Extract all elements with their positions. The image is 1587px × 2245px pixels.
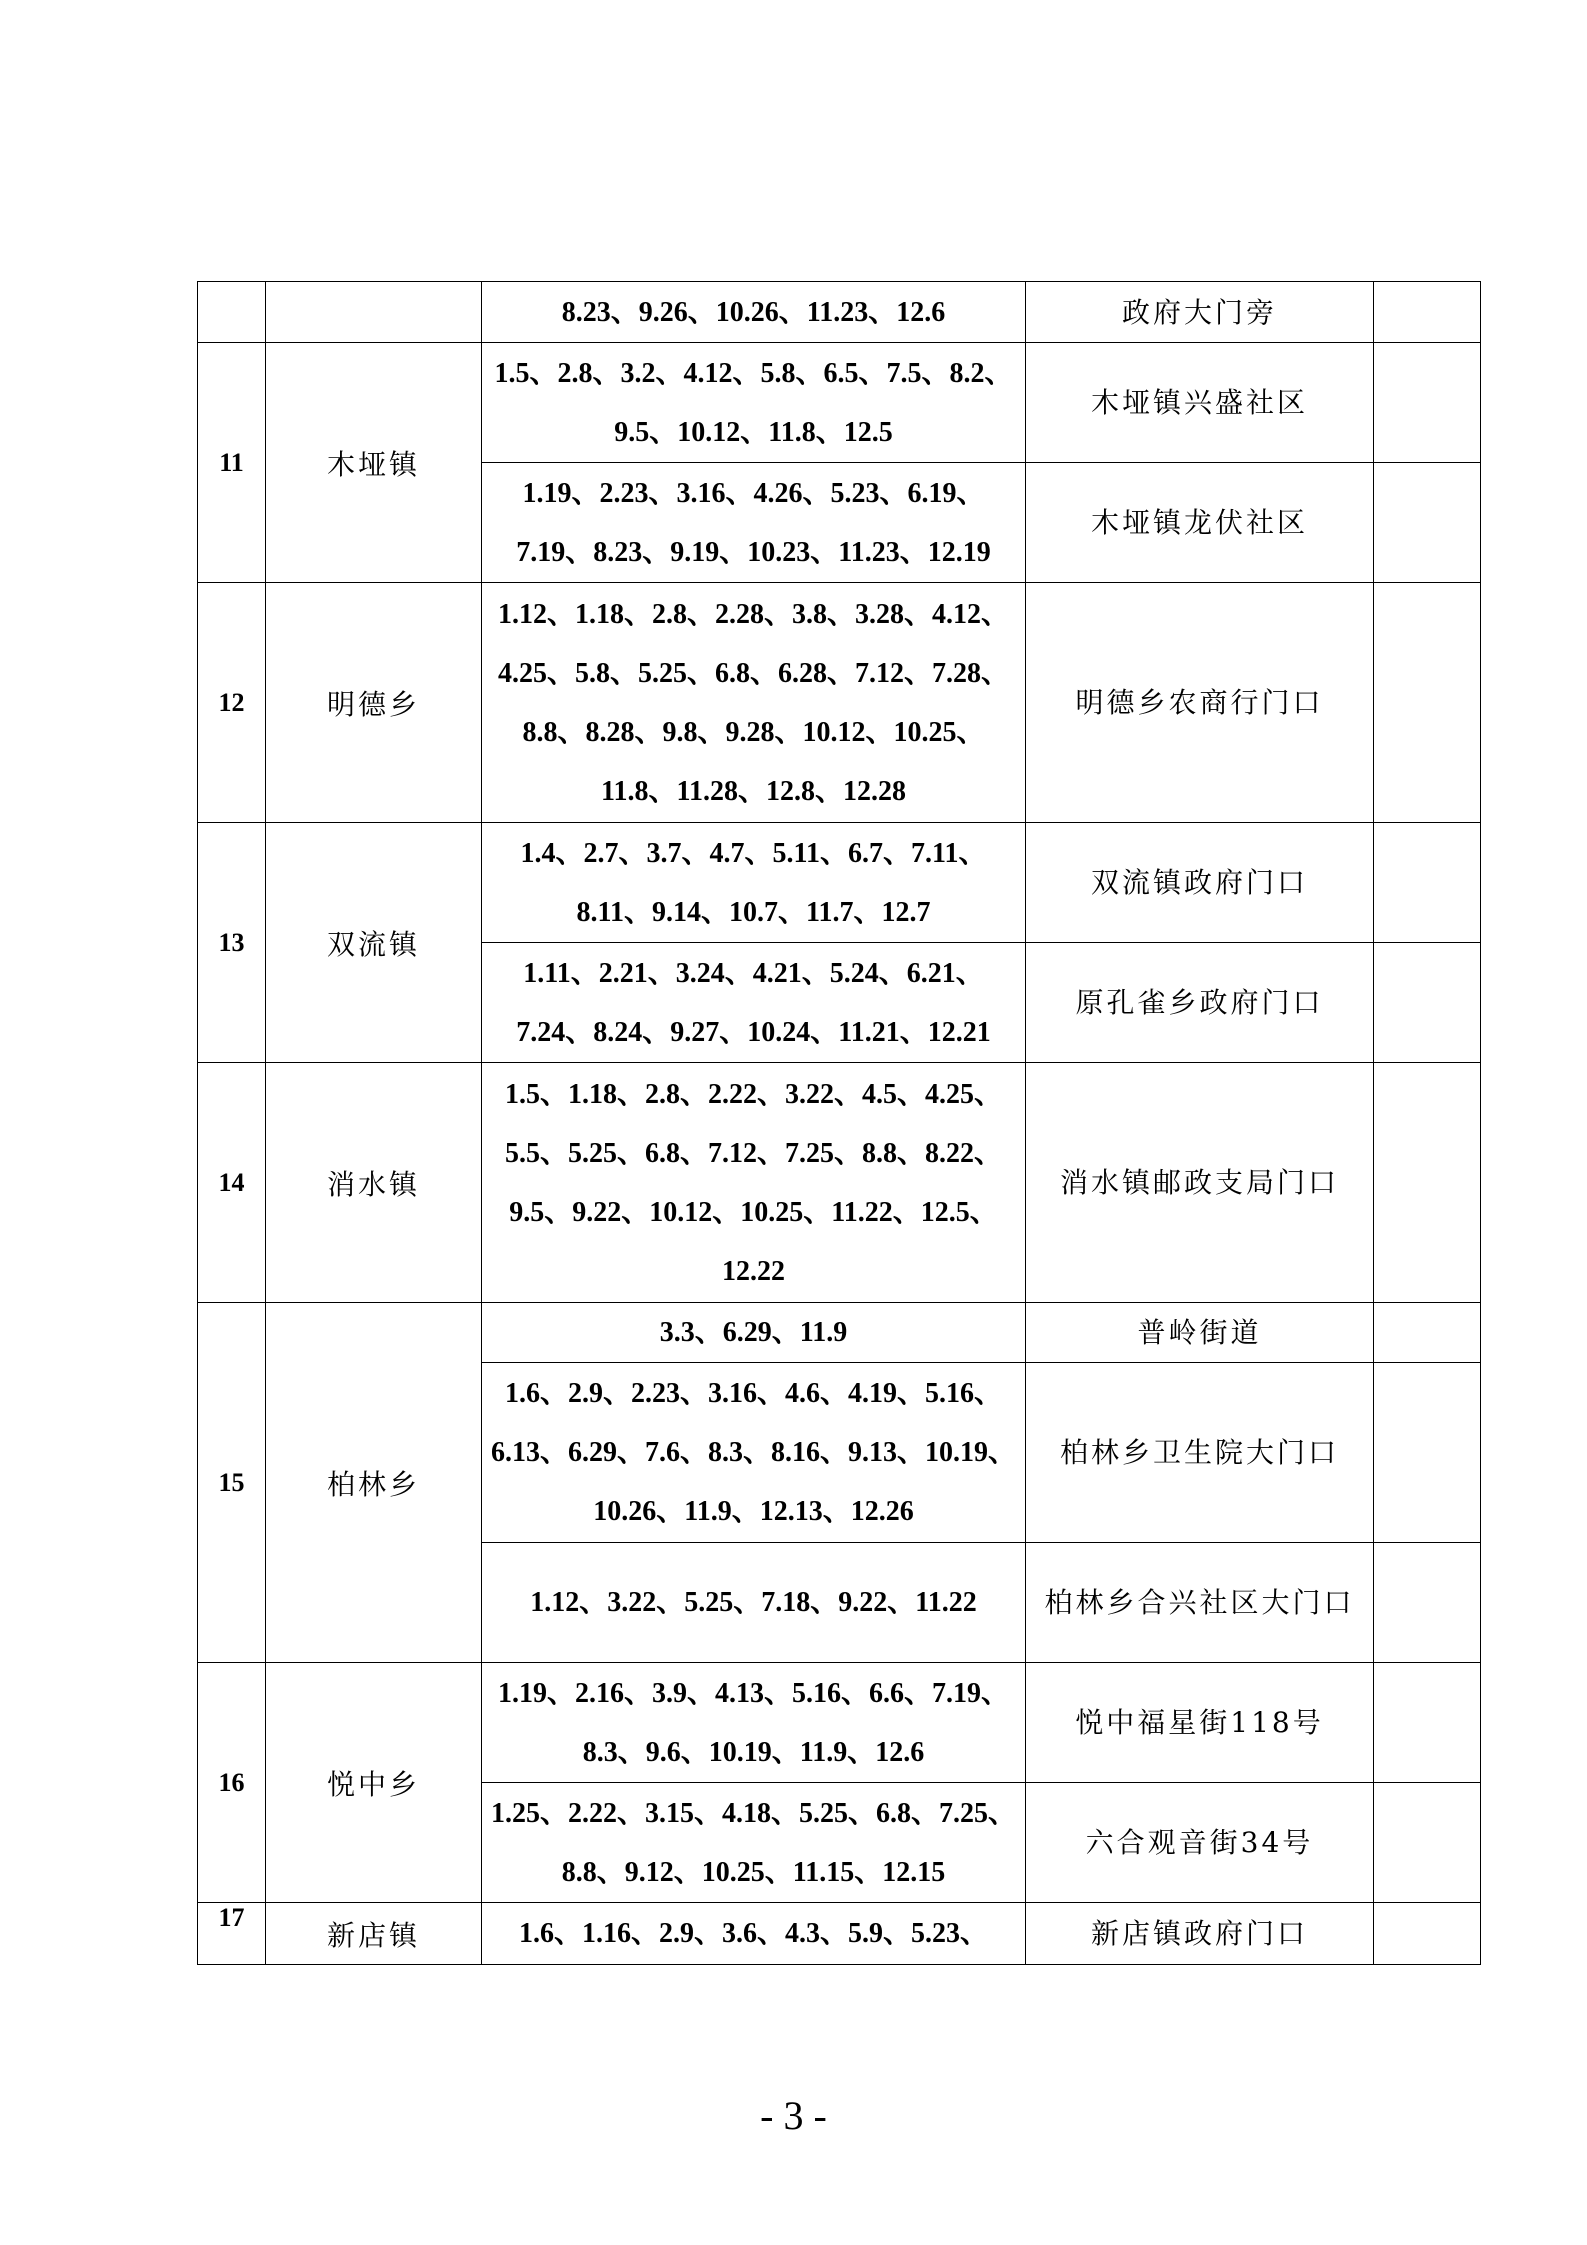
remarks-cell: [1374, 1063, 1481, 1303]
row-number: [198, 282, 266, 343]
service-dates: 8.23、9.26、10.26、11.23、12.6: [482, 282, 1026, 343]
remarks-cell: [1374, 343, 1481, 463]
service-dates: 1.4、2.7、3.7、4.7、5.11、6.7、7.11、8.11、9.14、10.7、11.7、12.7: [482, 823, 1026, 943]
service-location: 六合观音街34号: [1026, 1783, 1374, 1903]
service-dates: 1.6、2.9、2.23、3.16、4.6、4.19、5.16、6.13、6.29、7.6、8.3、8.16、9.13、10.19、10.26、11.9、12.13、12.26: [482, 1363, 1026, 1543]
table-row: [198, 1063, 1481, 1303]
service-location: 木垭镇兴盛社区: [1026, 343, 1374, 463]
service-dates: 1.25、2.22、3.15、4.18、5.25、6.8、7.25、8.8、9.12、10.25、11.15、12.15: [482, 1783, 1026, 1903]
table-row: [198, 282, 1481, 343]
service-location: 木垭镇龙伏社区: [1026, 463, 1374, 583]
table-row: [198, 1303, 1481, 1363]
remarks-cell: [1374, 823, 1481, 943]
service-location: 原孔雀乡政府门口: [1026, 943, 1374, 1063]
remarks-cell: [1374, 1363, 1481, 1543]
remarks-cell: [1374, 1663, 1481, 1783]
town-name: 柏林乡: [266, 1303, 482, 1663]
remarks-cell: [1374, 1543, 1481, 1663]
service-dates: 1.6、1.16、2.9、3.6、4.3、5.9、5.23、: [482, 1903, 1026, 1965]
service-location: 双流镇政府门口: [1026, 823, 1374, 943]
service-dates: 1.19、2.16、3.9、4.13、5.16、6.6、7.19、8.3、9.6、10.19、11.9、12.6: [482, 1663, 1026, 1783]
schedule-table-body: [198, 282, 1481, 1965]
row-number: 15: [198, 1303, 266, 1663]
table-row: [198, 343, 1481, 463]
town-name: 新店镇: [266, 1903, 482, 1965]
page-number: - 3 -: [760, 2093, 827, 2138]
table-row: [198, 1903, 1481, 1965]
table-row: [198, 583, 1481, 823]
remarks-cell: [1374, 282, 1481, 343]
service-location: 柏林乡卫生院大门口: [1026, 1363, 1374, 1543]
table-row: [198, 823, 1481, 943]
remarks-cell: [1374, 583, 1481, 823]
remarks-cell: [1374, 463, 1481, 583]
row-number: 17: [198, 1903, 266, 1965]
town-name: 明德乡: [266, 583, 482, 823]
row-number: 16: [198, 1663, 266, 1903]
service-dates: 3.3、6.29、11.9: [482, 1303, 1026, 1363]
row-number: 12: [198, 583, 266, 823]
service-location: 新店镇政府门口: [1026, 1903, 1374, 1965]
service-location: 政府大门旁: [1026, 282, 1374, 343]
town-name: 木垭镇: [266, 343, 482, 583]
town-name: 悦中乡: [266, 1663, 482, 1903]
remarks-cell: [1374, 943, 1481, 1063]
service-dates: 1.12、1.18、2.8、2.28、3.8、3.28、4.12、4.25、5.8、5.25、6.8、6.28、7.12、7.28、8.8、8.28、9.8、9.28、10.12、10.25、11.8、11.28、12.8、12.28: [482, 583, 1026, 823]
row-number: 13: [198, 823, 266, 1063]
service-dates: 1.5、1.18、2.8、2.22、3.22、4.5、4.25、5.5、5.25、6.8、7.12、7.25、8.8、8.22、9.5、9.22、10.12、10.25、11.22、12.5、12.22: [482, 1063, 1026, 1303]
service-location: 消水镇邮政支局门口: [1026, 1063, 1374, 1303]
remarks-cell: [1374, 1903, 1481, 1965]
town-name: 双流镇: [266, 823, 482, 1063]
table-row: [198, 1663, 1481, 1783]
schedule-table: [197, 281, 1481, 1965]
service-dates: 1.5、2.8、3.2、4.12、5.8、6.5、7.5、8.2、9.5、10.12、11.8、12.5: [482, 343, 1026, 463]
service-location: 柏林乡合兴社区大门口: [1026, 1543, 1374, 1663]
row-number: 14: [198, 1063, 266, 1303]
service-dates: 1.11、2.21、3.24、4.21、5.24、6.21、7.24、8.24、9.27、10.24、11.21、12.21: [482, 943, 1026, 1063]
service-dates: 1.12、3.22、5.25、7.18、9.22、11.22: [482, 1543, 1026, 1663]
service-dates: 1.19、2.23、3.16、4.26、5.23、6.19、7.19、8.23、9.19、10.23、11.23、12.19: [482, 463, 1026, 583]
remarks-cell: [1374, 1783, 1481, 1903]
service-location: 明德乡农商行门口: [1026, 583, 1374, 823]
remarks-cell: [1374, 1303, 1481, 1363]
town-name: [266, 282, 482, 343]
service-location: 普岭街道: [1026, 1303, 1374, 1363]
row-number: 11: [198, 343, 266, 583]
service-location: 悦中福星街118号: [1026, 1663, 1374, 1783]
town-name: 消水镇: [266, 1063, 482, 1303]
